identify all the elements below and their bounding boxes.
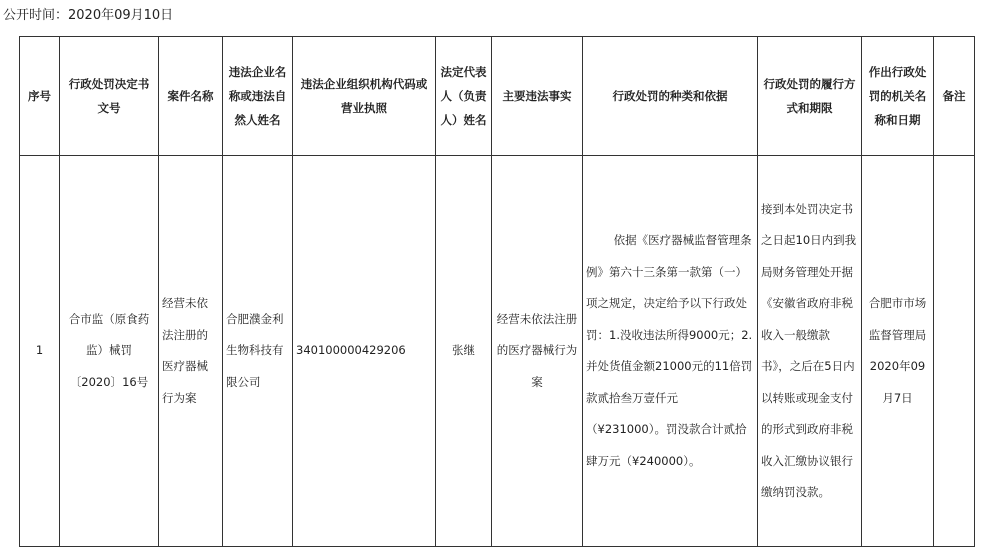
cell-authority: 合肥市市场监督管理局2020年09月7日 <box>862 156 934 547</box>
publish-time: 公开时间：2020年09月10日 <box>3 8 174 23</box>
cell-facts: 经营未依法注册的医疗器械行为案 <box>492 156 583 547</box>
col-header-facts: 主要违法事实 <box>492 37 583 156</box>
penalty-table <box>19 36 975 547</box>
col-header-basis: 行政处罚的种类和依据 <box>583 37 758 156</box>
col-header-legal-rep: 法定代表人（负责人）姓名 <box>436 37 492 156</box>
cell-method: 接到本处罚决定书之日起10日内到我局财务管理处开据《安徽省政府非税收入一般缴款书》，之后在5日内以转账或现金支付的形式到政府非税收入汇缴协议银行缴纳罚没款。 <box>758 156 862 547</box>
col-header-authority: 作出行政处罚的机关名称和日期 <box>862 37 934 156</box>
col-header-remark: 备注 <box>934 37 975 156</box>
cell-seq: 1 <box>20 156 60 547</box>
col-header-case-name: 案件名称 <box>159 37 223 156</box>
col-header-doc-no: 行政处罚决定书文号 <box>60 37 159 156</box>
cell-case-name: 经营未依法注册的医疗器械行为案 <box>159 156 223 547</box>
col-header-org-code: 违法企业组织机构代码或营业执照 <box>293 37 436 156</box>
cell-org-code: 340100000429206 <box>293 156 436 547</box>
cell-basis: 依据《医疗器械监督管理条例》第六十三条第一款第（一）项之规定，决定给予以下行政处罚：1.没收违法所得9000元；2.并处货值金额21000元的11倍罚款贰拾叁万壹仟元（¥231000）。罚没款合计贰拾肆万元（¥240000）。 <box>583 156 758 547</box>
col-header-entity: 违法企业名称或违法自然人姓名 <box>223 37 293 156</box>
cell-legal-rep: 张继 <box>436 156 492 547</box>
cell-entity: 合肥濮金利生物科技有限公司 <box>223 156 293 547</box>
table-header-row <box>20 37 975 156</box>
table-row <box>20 156 975 547</box>
cell-remark <box>934 156 975 547</box>
cell-doc-no: 合市监（原食药监）械罚〔2020〕16号 <box>60 156 159 547</box>
col-header-method: 行政处罚的履行方式和期限 <box>758 37 862 156</box>
col-header-seq: 序号 <box>20 37 60 156</box>
